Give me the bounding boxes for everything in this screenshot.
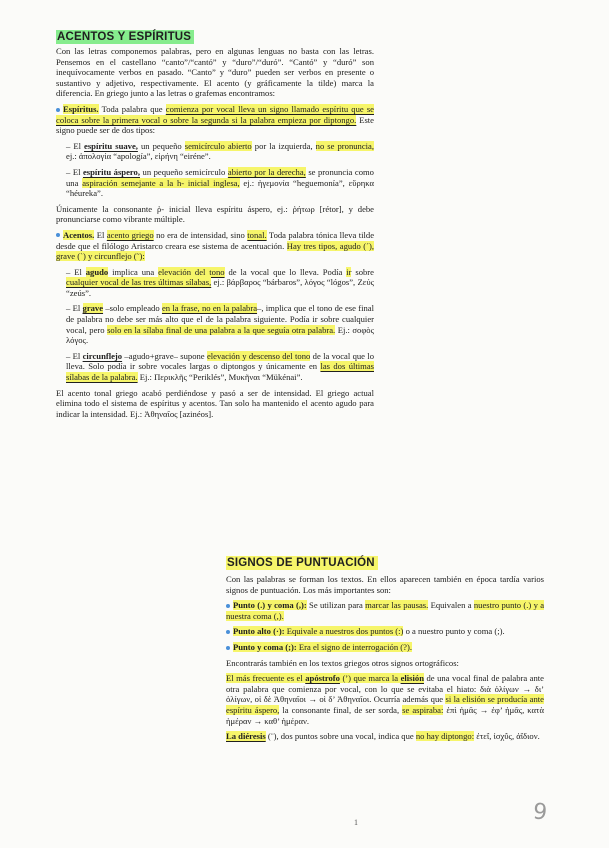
punto-coma-item [226, 600, 544, 621]
text: Equivalen a [428, 600, 474, 611]
suave-label: espíritu suave, [84, 140, 138, 151]
highlight: se aspiraba: [402, 704, 444, 715]
text: ἐπὶ ἡμᾶς → ἐφ’ ἡμᾶς, κατὰ ἡμέραν → καθ’ ἡμέραν. [226, 704, 544, 726]
highlight: aspiración semejante a la h- inicial inglesa, [82, 177, 240, 188]
highlight: semicírculo abierto [184, 140, 252, 151]
text: Toda palabra que [98, 103, 166, 114]
section-title-acentos: ACENTOS Y ESPÍRITUS [56, 30, 194, 44]
aspero-label: espíritu áspero, [82, 166, 140, 177]
closing-paragraph: El acento tonal griego acabó perdiéndose y pasó a ser de intensidad. El griego actual elimina todo el sistema de espíritus y acentos. Tan solo ha mantenido el acento agudo para indicar la intensidad. Ej.: Ἀθηναῖος [azinéos]. [56, 387, 374, 419]
grave-paragraph [66, 303, 374, 345]
text: implica una [108, 266, 159, 277]
text: Este signo puede ser de dos tipos: [56, 114, 374, 136]
punto-alto-label: Punto alto (·): [233, 626, 285, 637]
dash: – El [66, 140, 85, 151]
highlight: las dos últimas sílabas de la palabra. [66, 361, 374, 383]
ortograficos-paragraph: Encontrarás también en los textos griegos otros signos ortográficos: [226, 657, 459, 668]
text: ej.: ἡγεμονία “heguemonía”, εὕρηκα “héureka”. [66, 177, 374, 199]
acentos-label: Acentos. [63, 229, 95, 240]
highlight: tonal. [247, 229, 267, 240]
highlight: acento griego [106, 229, 154, 240]
espiritus-label: Espíritus. [63, 103, 99, 114]
acentos-paragraph [56, 230, 374, 262]
apostrofo-label: apóstrofo [305, 673, 340, 684]
elision-label: elisión [400, 673, 424, 684]
agudo-label: agudo [85, 266, 109, 277]
text: (¨), dos puntos sobre una vocal, indica que [265, 731, 416, 742]
highlight: abierto por la derecha, [227, 166, 306, 177]
highlight: Equivale a nuestros dos puntos (:) [284, 626, 404, 637]
dieresis-paragraph [226, 731, 544, 742]
text: ἐτεΐ, ἰσχΰς, ἀΐδιον. [474, 731, 540, 742]
text: ej.: ἀπολογία “apología”, εἰρήνη “eiréne”. [66, 151, 211, 162]
highlight: nuestro punto (.) y a nuestra coma (,). [226, 600, 545, 621]
bullet-icon [226, 604, 230, 608]
circunflejo-paragraph [66, 351, 374, 383]
punto-coma-label: Punto (.) y coma (,): [233, 600, 307, 611]
espiritus-paragraph [56, 104, 374, 136]
acentos-column [56, 46, 374, 424]
grave-label: grave [82, 303, 104, 314]
highlight: comienza por vocal lleva un signo llamado espíritu que se coloca sobre la primera vocal o sobre la segunda si la palabra empieza por diptongo. [56, 103, 374, 125]
punto-alto-item [226, 626, 544, 637]
intro-paragraph: Con las letras componemos palabras, pero en algunas lenguas no basta con las letras. Pensemos en el castellano “canto”/“cantó” y “duro”/“duró”. “Cantó” y “duró” son inequívocamente verbos en pasado. “Canto” y “duro” pueden ser verbos en presente o sustantivo y adjetivo, respectivamente. El acento (y gráficamente la tilde) marca la diferencia. En griego junto a las letras o grafemas encontramos: [56, 46, 374, 99]
section-title-puntuacion: SIGNOS DE PUNTUACIÓN [226, 556, 378, 570]
text: por la izquierda, [251, 140, 316, 151]
footer-mark: 1 [354, 818, 358, 827]
dash: – El [66, 166, 83, 177]
dash: – El [66, 350, 83, 361]
text: –agudo+grave– supone [122, 350, 207, 361]
dieresis-label: La diéresis [226, 731, 266, 742]
punto-y-coma-label: Punto y coma (;): [233, 641, 297, 652]
text: Se utilizan para [306, 600, 366, 611]
bullet-icon [56, 233, 60, 237]
highlight: elevación y descenso del tono [206, 350, 311, 361]
agudo-paragraph [66, 267, 374, 299]
bullet-icon [226, 646, 230, 650]
text: –solo empleado [103, 303, 162, 314]
text: no era de intensidad, sino [153, 229, 248, 240]
suave-paragraph [66, 141, 374, 162]
rho-paragraph: Únicamente la consonante ῥ- inicial lleva espíritu áspero, ej.: ῥήτωρ [rétor], y debe pronunciarse como vibrante múltiple. [56, 203, 374, 225]
text: –, implica que el tono de ese final de palabra no debe ser más alto que el de la palabra siguiente. Podía ir sobre cualquier vocal, pero [66, 303, 375, 335]
text: de la vocal que lo lleva. Solo podía ir sobre vocales largas o diptongos y únicamente en [66, 350, 374, 372]
highlight: cualquier vocal de las tres últimas sílabas, [66, 277, 212, 288]
handwritten-page-number: 9 [531, 799, 549, 826]
text: Ej.: σοφὸς λόγος. [66, 324, 374, 346]
dash: – El [66, 266, 86, 277]
text: Toda palabra tónica lleva tilde desde que el filólogo Aristarco creara ese sistema de acentuación. [56, 229, 375, 251]
text: se pronuncia como una [66, 166, 374, 188]
highlight: no hay diptongo: [415, 731, 475, 742]
circunflejo-label: circunflejo [82, 350, 123, 361]
aspero-paragraph [66, 167, 374, 199]
text: un pequeño semicírculo [140, 166, 228, 177]
highlight: ir [346, 266, 352, 277]
highlight: elevación del tono [158, 266, 225, 277]
highlight: no se pronuncia, [315, 140, 375, 151]
dash: – El [66, 303, 83, 314]
text: ej.: βάρβαρος “bárbaros”, λόγος “lógos”, Ζεύς “zeús”. [66, 277, 374, 298]
highlight: El más frecuente es el [226, 673, 306, 684]
text: Ej.: Περικλῆς “Periklés”, Μυκῆναι “Mükénai”. [137, 372, 303, 383]
text: sobre [351, 266, 374, 277]
text: un pequeño [137, 140, 185, 151]
puntuacion-intro: Con las palabras se forman los textos. En ellos aparecen también en época tardía varios signos de puntuación. Los más importantes son: [226, 574, 544, 595]
highlight: en la frase, no en la palabra [161, 303, 258, 314]
text: de una vocal final de palabra ante otra palabra que comienza por vocal, con lo que se evitaba el hiato: διὰ ὀλίγων → δι’ ὀλίγων, οἱ δὲ Ἀθηναῖοι → οἱ δ’ Ἀθηναῖοι. Ocurría además que [226, 673, 544, 705]
puntuacion-column [226, 574, 544, 747]
bullet-icon [56, 108, 60, 112]
text: El [94, 229, 107, 240]
highlight: marcar las pausas. [365, 600, 429, 611]
highlight: Era el signo de interrogación (?). [296, 641, 412, 652]
text: la consonante final, de ser sorda, [279, 704, 403, 715]
highlight: solo en la sílaba final de una palabra a la que seguía otra palabra. [107, 324, 336, 335]
bullet-icon [226, 630, 230, 634]
highlight: si la elisión se producía ante espíritu áspero, [226, 694, 544, 715]
text: o a nuestro punto y coma (;). [403, 626, 505, 637]
apostrofo-paragraph [226, 673, 544, 726]
highlight: (’) que marca la [339, 673, 401, 684]
text: de la vocal que lo lleva. Podía [224, 266, 347, 277]
punto-y-coma-item [226, 642, 544, 653]
highlight: Hay tres tipos, agudo (´), grave (`) y circunflejo (῀): [56, 240, 375, 262]
